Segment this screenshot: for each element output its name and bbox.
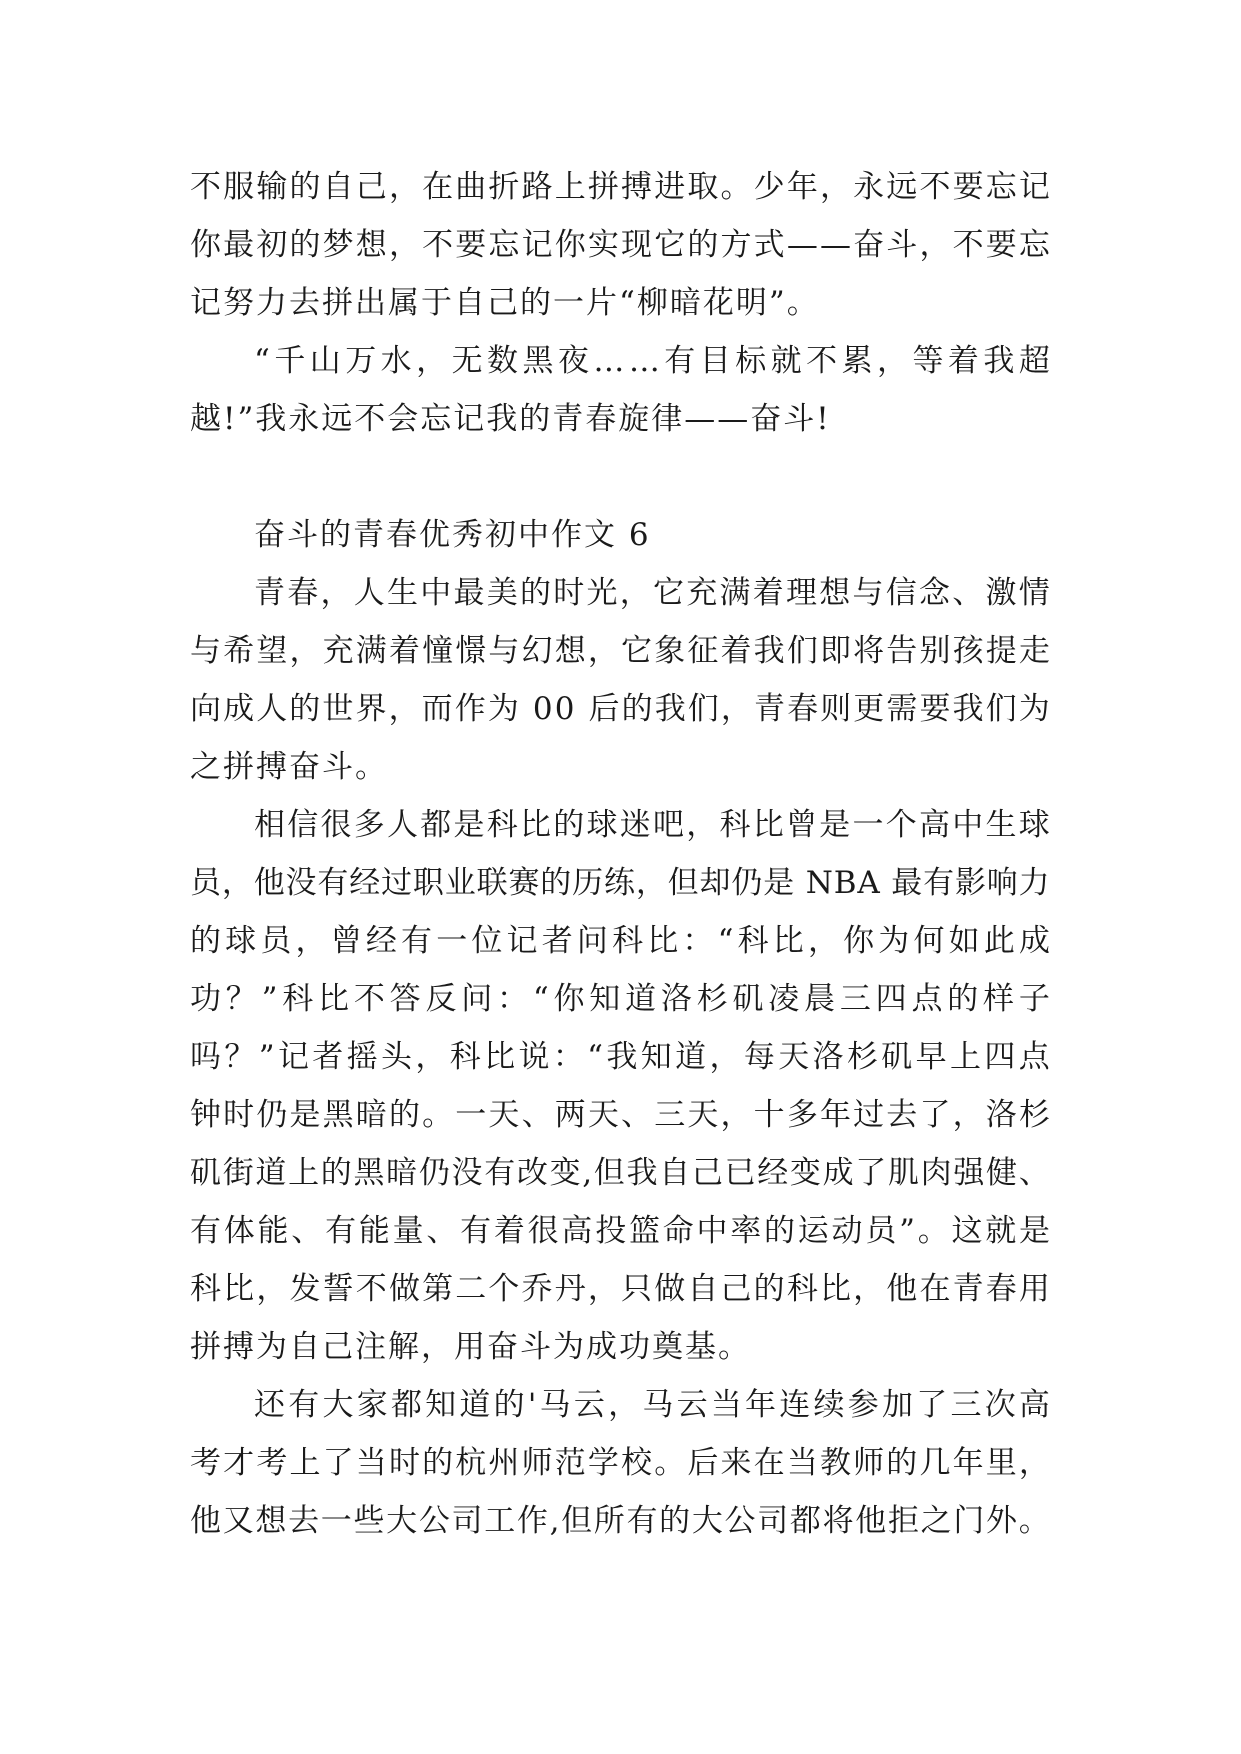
text-line: 科 比 ， 发 誓 不 做 第 二 个 乔 丹 ， 只 做 自 己 的 科 比 ， 他 在 青 春 用 xyxy=(190,1271,1050,1307)
text-line: 不 服 输 的 自 己 ， 在 曲 折 路 上 拼 搏 进 取 。 少 年 ， 永 远 不 要 忘 记 xyxy=(190,169,1050,205)
text-line: 与 希 望 ， 充 满 着 憧 憬 与 幻 想 ， 它 象 征 着 我 们 即 将 告 别 孩 提 走 xyxy=(190,633,1050,669)
text-line: 越!”我永远不会忘记我的青春旋律——奋斗! xyxy=(190,401,831,437)
paragraph-p3 xyxy=(190,564,1050,796)
paragraph-p1 xyxy=(190,158,1050,332)
text-line: 还 有 大 家 都 知 道 的 ' 马 云 ， 马 云 当 年 连 续 参 加 了 三 次 高 xyxy=(254,1387,1050,1423)
text-line: 相 信 很 多 人 都 是 科 比 的 球 迷 吧 ， 科 比 曾 是 一 个 高 中 生 球 xyxy=(254,807,1050,843)
text-line: “ 千 山 万 水 ， 无 数 黑 夜 … … 有 目 标 就 不 累 ， 等 着 我 超 xyxy=(254,343,1050,379)
text-line: 有 体 能 、 有 能 量 、 有 着 很 高 投 篮 命 中 率 的 运 动 员 ” 。 这 就 是 xyxy=(190,1213,1050,1249)
text-line: 钟 时 仍 是 黑 暗 的 。 一 天 、 两 天 、 三 天 ， 十 多 年 过 去 了 ， 洛 杉 xyxy=(190,1097,1050,1133)
paragraph-p5 xyxy=(190,1376,1050,1550)
heading-line: 奋斗的青春优秀初中作文 6 xyxy=(254,517,651,553)
paragraph-gap xyxy=(190,448,1050,506)
text-line: 功 ？ ” 科 比 不 答 反 问 ： “ 你 知 道 洛 杉 矶 凌 晨 三 四 点 的 样 子 xyxy=(190,981,1050,1017)
text-line: 考 才 考 上 了 当 时 的 杭 州 师 范 学 校 。 后 来 在 当 教 师 的 几 年 里 ， xyxy=(190,1445,1050,1481)
paragraph-p2 xyxy=(190,332,1050,448)
text-line: 之拼搏奋斗。 xyxy=(190,749,388,785)
text-line: 吗 ？ ” 记 者 摇 头 ， 科 比 说 ： “ 我 知 道 ， 每 天 洛 杉 矶 早 上 四 点 xyxy=(190,1039,1050,1075)
text-line: 记努力去拼出属于自己的一片“柳暗花明”。 xyxy=(190,285,820,321)
text-line: 你 最 初 的 梦 想 ， 不 要 忘 记 你 实 现 它 的 方 式 — — 奋 斗 ， 不 要 忘 xyxy=(190,227,1050,263)
document-page xyxy=(190,158,1050,1550)
text-line: 青 春 ， 人 生 中 最 美 的 时 光 ， 它 充 满 着 理 想 与 信 念 、 激 情 xyxy=(254,575,1050,611)
text-line: 矶 街 道 上 的 黑 暗 仍 没 有 改 变 , 但 我 自 己 已 经 变 成 了 肌 肉 强 健 、 xyxy=(190,1155,1050,1191)
text-line: 向 成 人 的 世 界 ， 而 作 为 0 0 后 的 我 们 ， 青 春 则 更 需 要 我 们 为 xyxy=(190,691,1050,727)
paragraph-p4 xyxy=(190,796,1050,1376)
text-line: 员 ， 他 没 有 经 过 职 业 联 赛 的 历 练 ， 但 却 仍 是 N B A 最 有 影 响 力 xyxy=(190,865,1050,901)
text-line: 的 球 员 ， 曾 经 有 一 位 记 者 问 科 比 ： “ 科 比 ， 你 为 何 如 此 成 xyxy=(190,923,1050,959)
text-line: 他 又 想 去 一 些 大 公 司 工 作 , 但 所 有 的 大 公 司 都 将 他 拒 之 门 外 。 xyxy=(190,1503,1050,1539)
text-line: 拼搏为自己注解，用奋斗为成功奠基。 xyxy=(190,1329,751,1365)
section-heading xyxy=(190,506,1050,564)
